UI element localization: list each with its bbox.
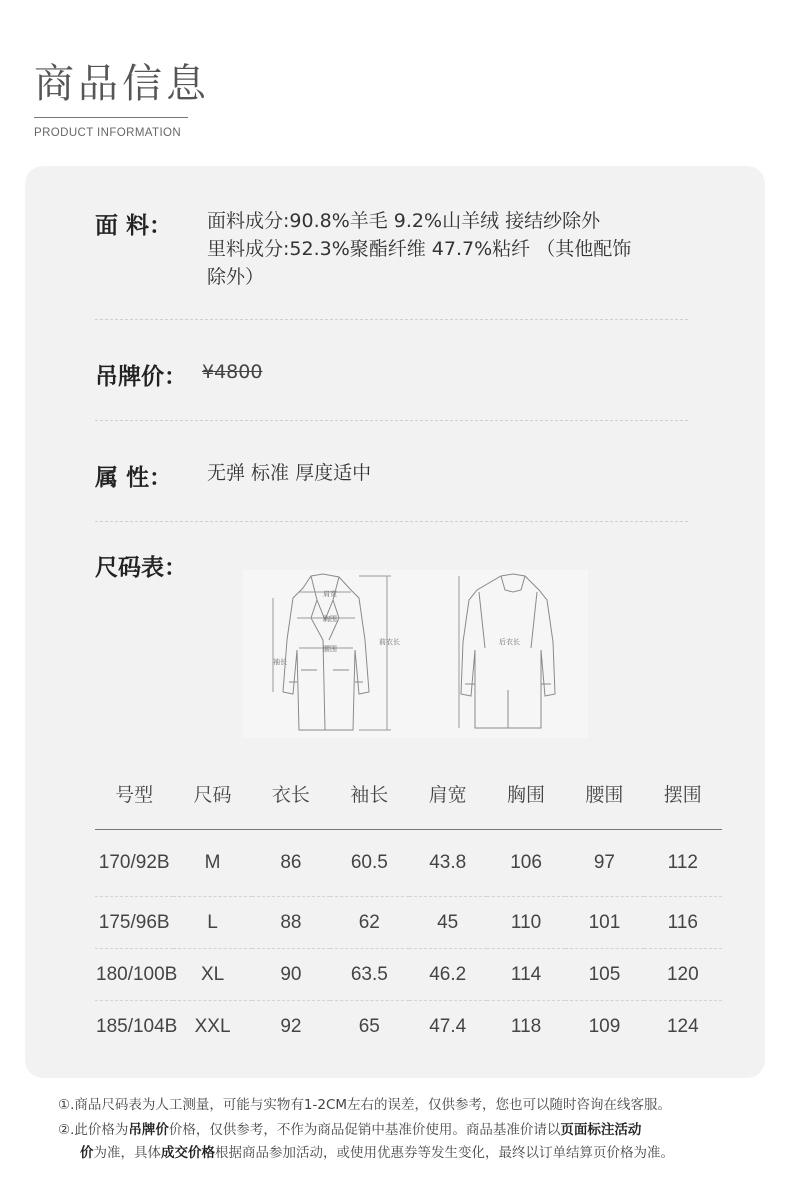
note-emphasis: 吊牌价 (128, 1122, 169, 1138)
footnote-3 (80, 1147, 674, 1161)
column-header: 衣长 (252, 757, 330, 830)
note-text: ②.此价格为 (58, 1122, 129, 1138)
table-cell: 65 (358, 1016, 380, 1037)
table-cell: 120 (644, 949, 722, 1001)
table-cell: 63.5 (330, 949, 408, 1001)
table-cell: XL (173, 949, 251, 1001)
table-cell: 45 (409, 897, 487, 949)
table-cell: M (173, 830, 251, 897)
diagram-chest-label: 胸围 (323, 615, 337, 623)
table-cell: 90 (252, 949, 330, 1001)
diagram-shoulder-label: 肩宽 (323, 590, 337, 598)
table-cell: 175/96B (95, 897, 173, 949)
table-cell: L (173, 897, 251, 949)
note-text: 为准，具体 (93, 1145, 161, 1161)
footnote-1: ①.商品尺码表为人工测量，可能与实物有1-2CM左右的误差，仅供参考，您也可以随时咨询在线客服。 (58, 1097, 672, 1113)
table-cell: 106 (487, 830, 565, 897)
table-cell: 60.5 (330, 830, 408, 897)
fabric-label: 面 料： (95, 213, 173, 239)
table-cell: 124 (666, 1016, 699, 1037)
table-cell: 110 (487, 897, 565, 949)
attributes-value: 无弹 标准 厚度适中 (207, 462, 372, 484)
table-cell: 88 (252, 897, 330, 949)
note-text: 价格，仅供参考，不作为商品促销中基准价使用。商品基准价请以 (168, 1122, 561, 1138)
fabric-line-3: 除外） (207, 266, 265, 288)
price-label: 吊牌价： (95, 364, 187, 390)
note-emphasis: 页面标注活动 (560, 1122, 642, 1138)
table-cell: 105 (565, 949, 643, 1001)
table-row (95, 830, 722, 897)
table-cell: 170/92B (95, 830, 173, 897)
table-cell: 101 (565, 897, 643, 949)
table-row (95, 949, 722, 1001)
fabric-line-1: 面料成分:90.8%羊毛 9.2%山羊绒 接结纱除外 (207, 210, 601, 232)
table-cell: 116 (644, 897, 722, 949)
table-cell: 185/104B (96, 1016, 178, 1037)
size-chart-label: 尺码表： (95, 555, 187, 581)
column-header: 腰围 (565, 757, 643, 830)
table-cell: 109 (588, 1016, 621, 1037)
table-cell: 114 (487, 949, 565, 1001)
diagram-back-length-label: 后衣长 (499, 638, 520, 646)
title-underline (34, 117, 188, 118)
page-title: 商品信息 (34, 61, 210, 107)
column-header: 号型 (95, 757, 173, 830)
coat-sketch-svg (243, 570, 588, 738)
table-cell: 46.2 (409, 949, 487, 1001)
divider (95, 420, 688, 421)
column-header: 袖长 (330, 757, 408, 830)
tag-price: ¥4800 (202, 361, 263, 383)
size-table (95, 757, 722, 1053)
table-row (95, 897, 722, 949)
note-emphasis: 价 (80, 1145, 94, 1161)
table-cell: 47.4 (429, 1016, 467, 1037)
divider (95, 521, 688, 522)
footnote-2 (58, 1124, 641, 1138)
column-header: 肩宽 (409, 757, 487, 830)
table-cell: XXL (194, 1016, 231, 1037)
attributes-label: 属 性： (95, 465, 173, 491)
fabric-line-2: 里料成分:52.3%聚酯纤维 47.7%粘纤 （其他配饰 (207, 238, 632, 260)
fabric-value (207, 207, 677, 291)
column-header: 胸围 (487, 757, 565, 830)
divider (95, 319, 688, 320)
table-cell: 118 (510, 1016, 542, 1037)
table-cell: 43.8 (409, 830, 487, 897)
note-text: 根据商品参加活动，或使用优惠券等发生变化，最终以订单结算页价格为准。 (215, 1145, 674, 1161)
diagram-waist-label: 腰围 (323, 645, 337, 653)
diagram-front-length-label: 前衣长 (379, 638, 400, 646)
table-cell: 62 (330, 897, 408, 949)
note-emphasis: 成交价格 (161, 1145, 215, 1161)
coat-measurement-diagram (243, 570, 588, 738)
table-cell: 180/100B (95, 949, 173, 1001)
table-header-row (95, 757, 722, 830)
column-header: 尺码 (173, 757, 251, 830)
table-cell: 92 (280, 1016, 302, 1037)
table-row (95, 1001, 722, 1054)
diagram-sleeve-label: 袖长 (273, 658, 287, 666)
table-cell: 112 (644, 830, 722, 897)
page-subtitle: PRODUCT INFORMATION (34, 127, 182, 139)
table-cell: 86 (252, 830, 330, 897)
table-cell: 97 (565, 830, 643, 897)
column-header: 摆围 (644, 757, 722, 830)
